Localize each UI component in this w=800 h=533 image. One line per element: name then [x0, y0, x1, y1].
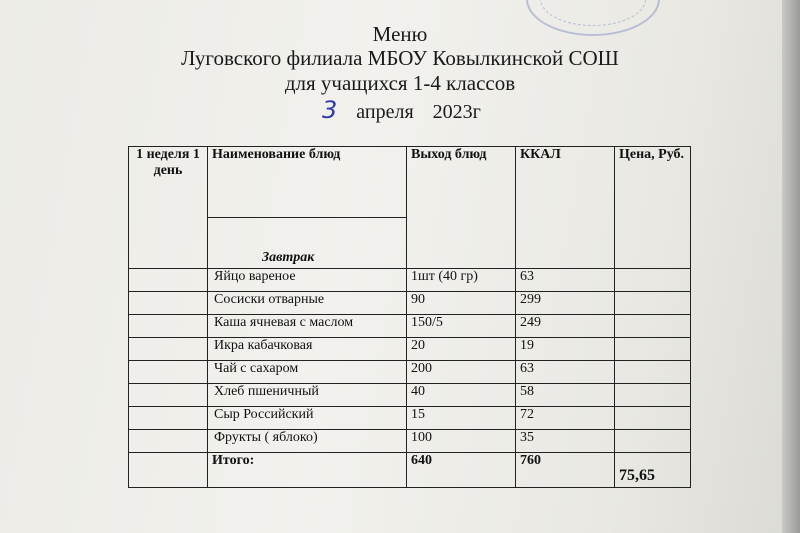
dish-price [615, 338, 691, 361]
row-week-cell [129, 315, 208, 338]
dish-price [615, 269, 691, 292]
dish-kcal: 58 [516, 384, 615, 407]
dish-price [615, 292, 691, 315]
table-row [129, 292, 691, 315]
dish-name: Яйцо вареное [208, 269, 407, 292]
dish-output: 1шт (40 гр) [407, 269, 516, 292]
row-week-cell [129, 269, 208, 292]
header-dish: Наименование блюд [208, 147, 407, 218]
dish-price [615, 315, 691, 338]
school-name: Луговского филиала МБОУ Ковылкинской СОШ [181, 46, 619, 70]
dish-output: 40 [407, 384, 516, 407]
dish-price [615, 361, 691, 384]
dish-name: Сосиски отварные [208, 292, 407, 315]
header-price: Цена, Руб. [615, 147, 691, 269]
dish-kcal: 63 [516, 361, 615, 384]
header-output: Выход блюд [407, 147, 516, 269]
dish-name: Каша ячневая с маслом [208, 315, 407, 338]
total-row [129, 453, 691, 488]
dish-price [615, 430, 691, 453]
dish-output: 15 [407, 407, 516, 430]
row-week-cell [129, 292, 208, 315]
date-year: 2023г [432, 101, 481, 123]
header-kcal: ККАЛ [516, 147, 615, 269]
row-week-cell [129, 361, 208, 384]
dish-output: 150/5 [407, 315, 516, 338]
dish-output: 100 [407, 430, 516, 453]
dish-price [615, 384, 691, 407]
total-price: 75,65 [615, 453, 691, 488]
dish-kcal: 19 [516, 338, 615, 361]
table-header [129, 147, 691, 218]
table-row [129, 384, 691, 407]
date-day: 3 [322, 96, 338, 124]
table-row [129, 269, 691, 292]
total-label: Итого: [208, 453, 407, 488]
dish-name: Чай с сахаром [208, 361, 407, 384]
total-output: 640 [407, 453, 516, 488]
dish-kcal: 35 [516, 430, 615, 453]
dish-kcal: 299 [516, 292, 615, 315]
dish-name: Фрукты ( яблоко) [208, 430, 407, 453]
dish-name: Икра кабачковая [208, 338, 407, 361]
row-week-cell [129, 407, 208, 430]
menu-table [128, 146, 691, 488]
dish-name: Хлеб пшеничный [208, 384, 407, 407]
table-row [129, 338, 691, 361]
dish-output: 20 [407, 338, 516, 361]
menu-date [322, 96, 481, 124]
dish-name: Сыр Российский [208, 407, 407, 430]
table-row [129, 430, 691, 453]
dish-rows [129, 269, 691, 453]
table-row [129, 407, 691, 430]
menu-title: Меню [372, 22, 428, 46]
dish-price [615, 407, 691, 430]
grades-line: для учащихся 1-4 классов [284, 71, 516, 95]
total-kcal: 760 [516, 453, 615, 488]
meal-label: Завтрак [208, 218, 407, 269]
total-empty [129, 453, 208, 488]
table-row [129, 315, 691, 338]
dish-kcal: 249 [516, 315, 615, 338]
row-week-cell [129, 384, 208, 407]
dish-kcal: 72 [516, 407, 615, 430]
header-week-day: 1 неделя 1 день [129, 147, 208, 269]
dish-kcal: 63 [516, 269, 615, 292]
date-month: апреля [356, 101, 414, 123]
table-row [129, 361, 691, 384]
dish-output: 200 [407, 361, 516, 384]
row-week-cell [129, 338, 208, 361]
row-week-cell [129, 430, 208, 453]
dish-output: 90 [407, 292, 516, 315]
